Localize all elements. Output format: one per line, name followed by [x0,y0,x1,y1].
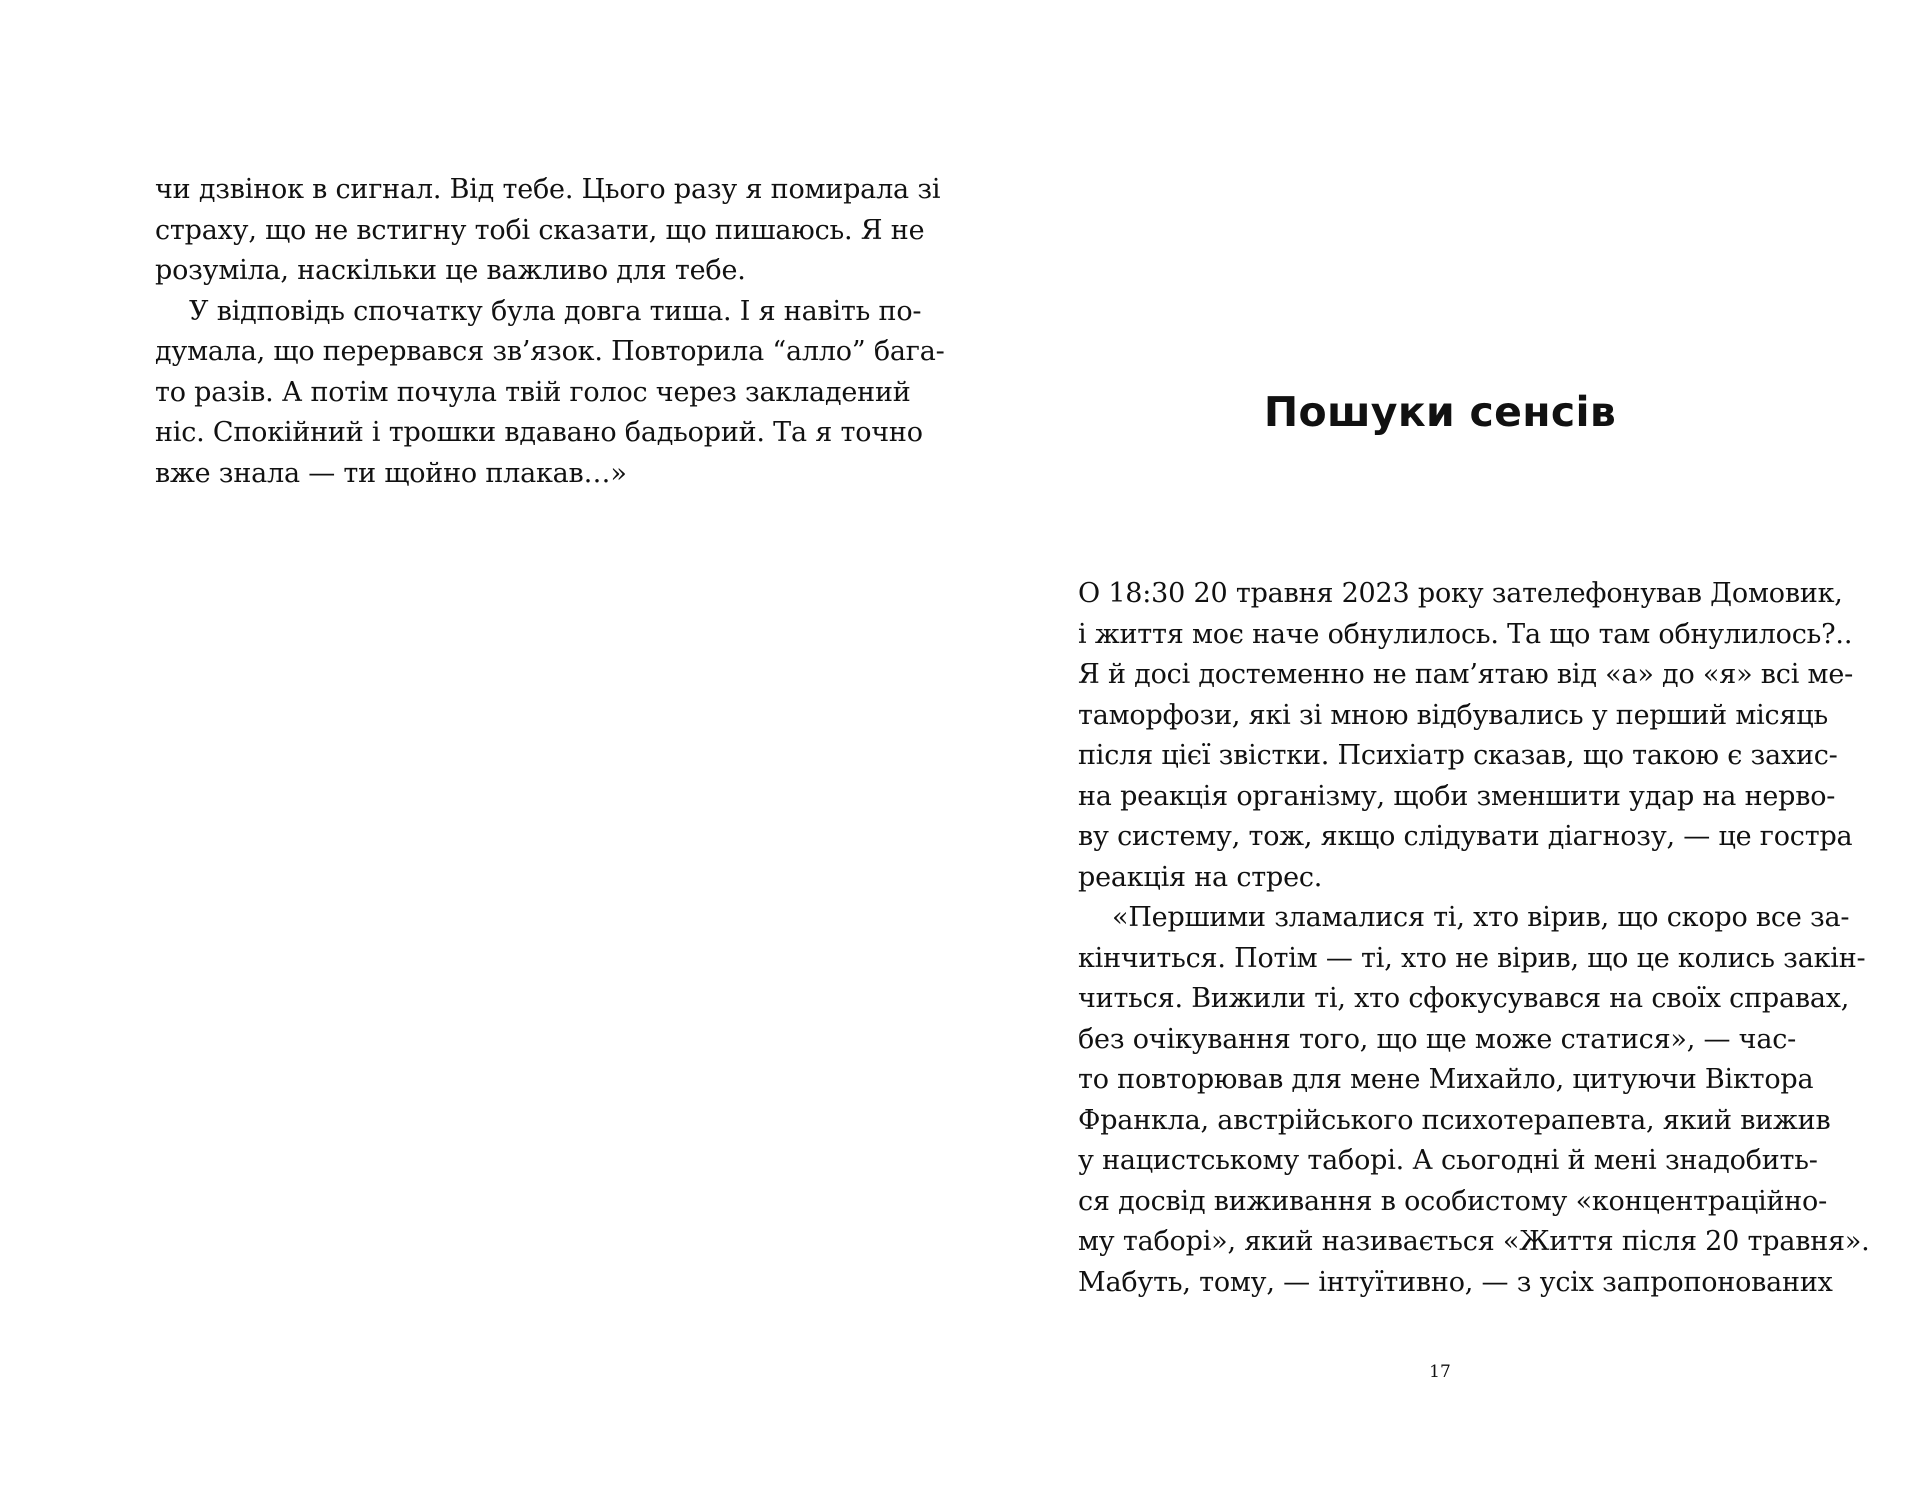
text-line: то повторював для мене Михайло, цитуючи Віктора [1078,1064,1814,1095]
text-line: Мабуть, тому, — інтуїтивно, — з усіх запропонованих [1078,1266,1833,1298]
paragraph [155,170,941,292]
paragraph [155,292,945,495]
text-line: читься. Вижили ті, хто сфокусувався на своїх справах, [1078,983,1850,1014]
text-line: без очікування того, що ще може статися», — час- [1078,1023,1797,1055]
chapter-title: Пошуки сенсів [1263,388,1617,436]
text-line: реакція на стрес. [1078,861,1323,893]
right-page-text [1078,574,1870,1303]
text-line: страху, що не встигну тобі сказати, що пишаюсь. Я не [155,214,925,246]
left-page-text [155,170,945,494]
paragraph [1078,574,1854,898]
text-line: ся досвід виживання в особистому «концентраційно- [1078,1185,1828,1217]
text-line: після цієї звістки. Психіатр сказав, що такою є захис- [1078,740,1838,771]
text-line: у нацистському таборі. А сьогодні й мені знадобить- [1078,1145,1818,1176]
text-line: думала, що перервався зв’язок. Повторила “алло” бага- [155,336,945,367]
text-line: таморфози, які зі мною відбувались у перший місяць [1078,699,1828,731]
text-line: ву систему, тож, якщо слідувати діагнозу, — це гостра [1078,821,1853,852]
text-line: вже знала — ти щойно плакав…» [155,457,627,489]
text-line: кінчиться. Потім — ті, хто не вірив, що це колись закін- [1078,942,1866,974]
right-page [960,0,1920,1494]
text-line: на реакція організму, щоби зменшити удар на нерво- [1078,780,1836,812]
text-line: то разів. А потім почула твій голос через закладений [155,376,911,408]
text-line: чи дзвінок в сигнал. Від тебе. Цього разу я помирала зі [155,174,941,205]
text-line: і життя моє наче обнулилось. Та що там обнулилось?.. [1078,618,1853,650]
text-line: «Першими зламалися ті, хто вірив, що скоро все за- [1112,902,1850,933]
page-number: 17 [1429,1362,1451,1382]
text-line: Я й досі достеменно не пам’ятаю від «а» до «я» всі ме- [1078,659,1854,690]
text-line: Франкла, австрійського психотерапевта, який вижив [1078,1104,1831,1136]
paragraph [1078,898,1870,1303]
text-line: му таборі», який називається «Життя після 20 травня». [1078,1226,1870,1257]
text-line: розуміла, наскільки це важливо для тебе. [155,255,746,286]
text-line: У відповідь спочатку була довга тиша. І я навіть по- [189,295,922,327]
text-line: ніс. Спокійний і трошки вдавано бадьорий. Та я точно [155,417,923,448]
text-line: О 18:30 20 травня 2023 року зателефонував Домовик, [1078,578,1843,609]
